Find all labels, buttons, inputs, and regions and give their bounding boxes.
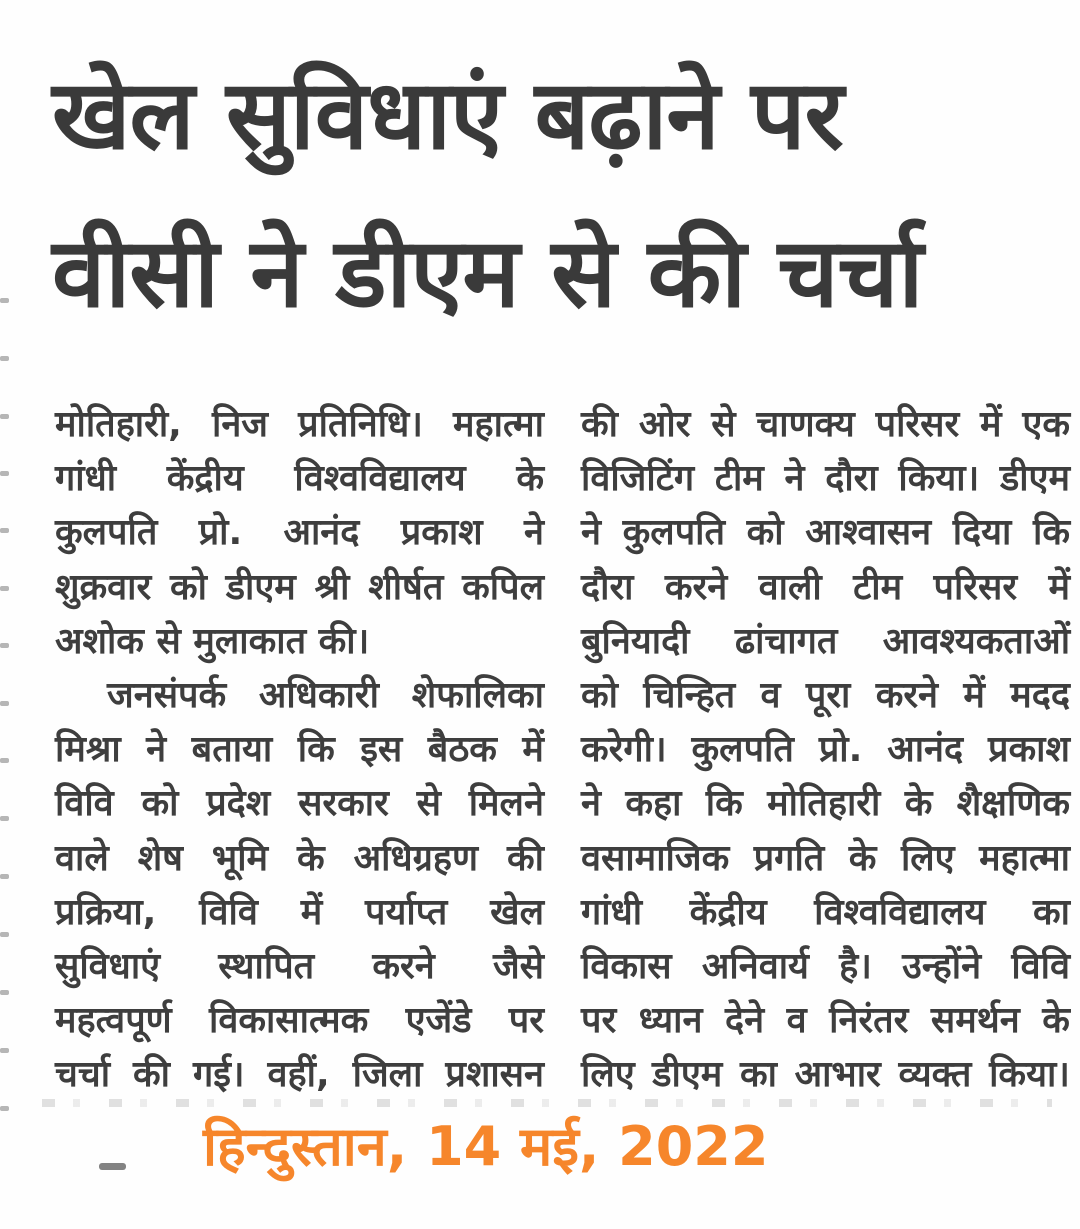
- scan-edge-mark: [0, 586, 9, 591]
- article-line: [581, 777, 1070, 831]
- article-line: अशोक से मुलाकात की।: [55, 620, 370, 662]
- word: दौरा: [581, 566, 634, 608]
- word: विजिटिंग: [581, 458, 695, 500]
- article-line: [581, 994, 1070, 1048]
- word: है।: [839, 945, 872, 987]
- article-line: [581, 561, 1070, 615]
- scan-edge-mark: [0, 356, 9, 361]
- word: आनंद: [283, 512, 360, 554]
- word: ने: [784, 458, 805, 500]
- word: गांधी: [581, 891, 643, 933]
- word: गांधी: [55, 458, 117, 500]
- word: इस: [360, 729, 403, 771]
- word: बुनियादी: [581, 620, 690, 662]
- word: करने: [875, 674, 939, 716]
- article-line: [581, 886, 1070, 940]
- word: प्रदेश: [206, 783, 271, 825]
- word: मोतिहारी,: [55, 404, 182, 445]
- article-line: [55, 723, 544, 777]
- word: में: [980, 404, 1002, 445]
- word: ओर: [638, 404, 691, 445]
- article-line: [55, 452, 544, 506]
- word: करने: [664, 566, 728, 608]
- word: को: [746, 512, 784, 554]
- scan-edge-mark: [0, 990, 9, 995]
- word: जिला: [352, 1054, 423, 1096]
- word: चर्चा: [55, 1054, 111, 1096]
- word: के: [516, 458, 544, 500]
- word: में: [300, 891, 323, 933]
- headline-line-1: खेल सुविधाएं बढ़ाने पर: [52, 59, 843, 171]
- article-line: [581, 452, 1070, 506]
- article-line: [581, 832, 1070, 886]
- word: का: [739, 1054, 777, 1096]
- word: व: [760, 674, 781, 716]
- scan-edge-mark: [0, 414, 9, 419]
- word: लिए: [581, 1054, 635, 1096]
- word: कुलपति: [55, 512, 158, 554]
- scan-edge-mark: [0, 874, 9, 879]
- scan-edge-mark: [0, 471, 9, 476]
- article-line: [55, 886, 544, 940]
- word: में: [963, 674, 985, 716]
- word: विवि: [199, 891, 258, 933]
- scan-edge-mark: [0, 758, 9, 763]
- scan-dash-mark: [99, 1163, 126, 1170]
- word: पर: [581, 1000, 617, 1042]
- article-line: [55, 777, 544, 831]
- word: व्यक्त: [898, 1054, 972, 1096]
- article-line: [55, 832, 544, 886]
- word: चिन्हित: [643, 674, 736, 716]
- word: शुक्रवार: [55, 566, 152, 608]
- word: ध्यान: [638, 1000, 703, 1042]
- word: पर: [508, 1000, 544, 1042]
- word: विश्वविद्यालय: [814, 891, 986, 933]
- word: मिश्रा: [55, 729, 121, 771]
- word: बताया: [191, 729, 273, 771]
- scan-edge-mark: [0, 643, 9, 648]
- word: की: [133, 1054, 170, 1096]
- word: एक: [1022, 404, 1070, 445]
- word: का: [1033, 891, 1070, 933]
- word: जैसे: [492, 945, 544, 987]
- word: चाणक्य: [756, 404, 855, 445]
- word: के: [1042, 1000, 1070, 1042]
- scan-edge-mark: [0, 701, 9, 706]
- word: अधिग्रहण: [353, 837, 479, 879]
- scan-edge-mark: [0, 528, 9, 533]
- word: पूरा: [805, 674, 851, 716]
- word: मोतिहारी: [767, 783, 881, 825]
- scan-edge-mark: [0, 298, 9, 303]
- word: अनिवार्य: [701, 945, 809, 987]
- scan-edge-mark: [0, 1106, 9, 1111]
- headline-line-2: वीसी ने डीएम से की चर्चा: [52, 217, 923, 329]
- word: करने: [372, 945, 435, 987]
- article-line: [55, 994, 544, 1048]
- word: उन्होंने: [902, 945, 982, 987]
- word: डीएम: [999, 458, 1070, 500]
- source-caption: हिन्दुस्तान, 14 मई, 2022: [203, 1115, 769, 1178]
- word: करेगी।: [581, 729, 667, 771]
- word: परिसर: [933, 566, 1018, 608]
- article-line: [581, 506, 1070, 560]
- word: मदद: [1010, 674, 1070, 716]
- word: से: [416, 783, 441, 825]
- word: दौरा: [825, 458, 878, 500]
- cropped-text-remnant: [42, 1099, 1052, 1107]
- word: महात्मा: [453, 404, 544, 445]
- word: दिया: [952, 512, 1012, 554]
- word: अधिकारी: [258, 674, 379, 716]
- word: जनसंपर्क: [107, 674, 227, 716]
- word: को: [581, 674, 618, 716]
- word: समर्थन: [930, 1000, 1020, 1042]
- word: विश्वविद्यालय: [294, 458, 466, 500]
- article-line: [581, 940, 1070, 994]
- word: आभार: [794, 1054, 881, 1096]
- word: शेष: [137, 837, 183, 879]
- word: भूमि: [211, 837, 269, 879]
- word: महात्मा: [979, 837, 1070, 879]
- word: बैठक: [427, 729, 497, 771]
- word: विवि: [55, 783, 114, 825]
- article-line: [55, 1048, 544, 1102]
- word: को: [141, 783, 179, 825]
- word: कुलपति: [622, 512, 725, 554]
- word: से: [711, 404, 736, 445]
- word: कपिल: [462, 566, 544, 608]
- word: कि: [1033, 512, 1070, 554]
- word: कहा: [625, 783, 682, 825]
- word: केंद्रीय: [166, 458, 244, 500]
- word: में: [522, 729, 544, 771]
- article-line: [581, 1048, 1070, 1102]
- word: डीएम: [225, 566, 296, 608]
- word: आवश्यकताओं: [882, 620, 1070, 662]
- word: कि: [705, 783, 743, 825]
- word: पर्याप्त: [365, 891, 448, 933]
- article-line: [581, 723, 1070, 777]
- word: के: [904, 783, 933, 825]
- word: ने: [581, 512, 601, 554]
- word: वाली: [758, 566, 822, 608]
- word: प्रतिनिधि।: [298, 404, 423, 445]
- word: महत्वपूर्ण: [55, 1000, 172, 1042]
- word: किया।: [898, 458, 980, 500]
- word: प्रो.: [198, 512, 243, 554]
- article-line: [581, 615, 1070, 669]
- article-line: [581, 669, 1070, 723]
- word: को: [170, 566, 207, 608]
- article-line: [55, 561, 544, 615]
- word: कुलपति: [691, 729, 794, 771]
- word: वहीं,: [267, 1054, 330, 1096]
- article-line: [581, 398, 1070, 452]
- word: वसामाजिक: [581, 837, 730, 879]
- word: शेफालिका: [411, 674, 544, 716]
- article-body: [55, 398, 1070, 1102]
- word: वाले: [55, 837, 109, 879]
- word: ढांचागत: [734, 620, 838, 662]
- word: विवि: [1011, 945, 1070, 987]
- article-line: [55, 398, 544, 452]
- word: किया।: [989, 1054, 1070, 1096]
- word: ने: [581, 783, 601, 825]
- scan-edge-mark: [0, 816, 9, 821]
- word: ने: [523, 512, 544, 554]
- word: सुविधाएं: [55, 945, 161, 987]
- scan-edge-mark: [0, 1048, 9, 1053]
- word: देने: [724, 1000, 765, 1042]
- word: टीम: [714, 458, 764, 500]
- word: के: [848, 837, 877, 879]
- word: एजेंडे: [405, 1000, 472, 1042]
- word: श्री: [314, 566, 350, 608]
- word: स्थापित: [218, 945, 315, 987]
- word: प्रकाश: [400, 512, 483, 554]
- word: डीएम: [652, 1054, 723, 1096]
- word: टीम: [853, 566, 903, 608]
- word: की: [581, 404, 618, 445]
- article-line: [55, 506, 544, 560]
- word: में: [1048, 566, 1070, 608]
- word: ने: [146, 729, 167, 771]
- word: कि: [297, 729, 335, 771]
- word: प्रशासन: [445, 1054, 544, 1096]
- word: प्रक्रिया,: [55, 891, 157, 933]
- word: आश्वासन: [805, 512, 932, 554]
- word: सरकार: [298, 783, 389, 825]
- word: निज: [212, 404, 269, 445]
- word: निरंतर: [829, 1000, 909, 1042]
- article-line: [55, 940, 544, 994]
- article-column-right: [581, 398, 1070, 1102]
- headline: [52, 36, 1048, 352]
- word: लिए: [900, 837, 955, 879]
- word: प्रगति: [753, 837, 825, 879]
- word: शैक्षणिक: [956, 783, 1070, 825]
- word: खेल: [490, 891, 544, 933]
- word: केंद्रीय: [689, 891, 767, 933]
- word: के: [297, 837, 325, 879]
- article-line: [55, 669, 544, 723]
- word: परिसर: [875, 404, 960, 445]
- word: शीर्षत: [368, 566, 444, 608]
- word: व: [786, 1000, 807, 1042]
- word: गई।: [192, 1054, 245, 1096]
- word: आनंद: [887, 729, 964, 771]
- word: विकास: [581, 945, 672, 987]
- word: प्रकाश: [988, 729, 1070, 771]
- word: की: [506, 837, 544, 879]
- word: विकासात्मक: [209, 1000, 369, 1042]
- word: मिलने: [468, 783, 544, 825]
- article-column-left: [55, 398, 544, 1102]
- word: प्रो.: [818, 729, 863, 771]
- scan-edge-mark: [0, 932, 9, 937]
